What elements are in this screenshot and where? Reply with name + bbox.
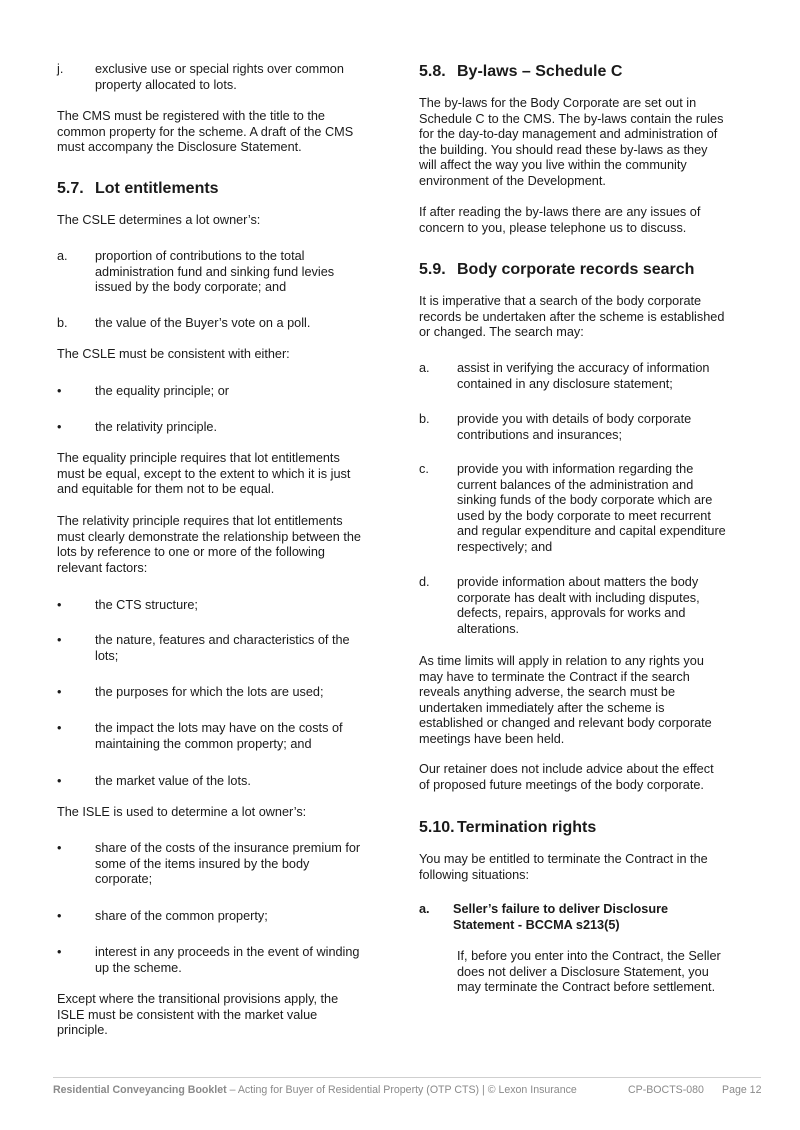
bullet-icon: •: [57, 685, 62, 699]
bullet-icon: •: [57, 945, 62, 959]
bylaws-paragraph: The by-laws for the Body Corporate are set out in Schedule C to the CMS. The by-laws contain the rules for the day-to-day management and administration of the building. You should read these by-laws as they will affect the way you live within the community environment of the Development.: [419, 96, 724, 188]
footer-divider: [53, 1077, 761, 1078]
bullet-icon: •: [57, 774, 62, 788]
list-marker: a.: [419, 902, 430, 916]
bullet-icon: •: [57, 598, 62, 612]
booklet-title: Residential Conveyancing Booklet: [53, 1084, 227, 1096]
footer-code: CP-BOCTS-080: [628, 1084, 704, 1096]
bullet-icon: •: [57, 633, 62, 647]
list-item-j: [57, 62, 383, 94]
list-text-line: exclusive use or special rights over common: [95, 62, 344, 76]
bullet-icon: •: [57, 420, 62, 434]
bullet-item: • the purposes for which the lots are used;: [57, 685, 324, 699]
heading-5-7: 5.7. Lot entitlements: [57, 180, 219, 197]
isle-paragraph: Except where the transitional provisions apply, the ISLE must be consistent with the market value principle.: [57, 992, 339, 1038]
bullet-icon: •: [57, 721, 62, 735]
bullet-item: • the market value of the lots.: [57, 774, 251, 788]
bullet-item: • interest in any proceeds in the event of winding up the scheme.: [57, 945, 360, 975]
cms-paragraph: The CMS must be registered with the title to the common property for the scheme. A draft of the CMS must accompany the Disclosure Statement.: [57, 109, 354, 155]
bullet-icon: •: [57, 384, 62, 398]
retainer-paragraph: Our retainer does not include advice about the effect of proposed future meetings of the body corporate.: [419, 762, 714, 792]
bullet-item: • the equality principle; or: [57, 384, 229, 398]
footer-title: [53, 1084, 577, 1096]
list-marker: a.: [419, 361, 430, 375]
bullet-item: • share of the costs of the insurance premium for some of the items insured by the body corporate;: [57, 841, 361, 887]
page-number: Page 12: [722, 1084, 762, 1096]
list-item-a-heading: a. Seller’s failure to deliver Disclosure Statement - BCCMA s213(5): [419, 902, 669, 932]
relativity-paragraph: The relativity principle requires that lot entitlements must clearly demonstrate the relationship between the lots by reference to one or more of the following relevant factors:: [57, 514, 361, 575]
list-marker: c.: [419, 462, 429, 476]
bullet-item: • the impact the lots may have on the costs of maintaining the common property; and: [57, 721, 343, 751]
bylaws-contact-paragraph: If after reading the by-laws there are any issues of concern to you, please telephone us to discuss.: [419, 205, 701, 235]
term-a-paragraph: If, before you enter into the Contract, the Seller does not deliver a Disclosure Statement, you may terminate the Contract before settlement.: [457, 949, 721, 995]
heading-5-9: 5.9. Body corporate records search: [419, 261, 695, 278]
list-marker: b.: [419, 412, 430, 426]
list-text-line: property allocated to lots.: [95, 77, 237, 92]
bullet-icon: •: [57, 909, 62, 923]
bullet-item: • the nature, features and characteristics of the lots;: [57, 633, 350, 663]
heading-5-8: 5.8. By-laws – Schedule C: [419, 63, 623, 80]
list-marker: a.: [57, 249, 68, 263]
isle-intro: The ISLE is used to determine a lot owner’s:: [57, 805, 307, 819]
booklet-subtitle: – Acting for Buyer of Residential Property (OTP CTS) | © Lexon Insurance: [226, 1084, 577, 1096]
heading-5-10: 5.10. Termination rights: [419, 819, 597, 836]
list-item-a: a. assist in verifying the accuracy of information contained in any disclosure statement;: [419, 361, 710, 391]
list-marker: d.: [419, 575, 430, 589]
list-item-b: b. provide you with details of body corporate contributions and insurances;: [419, 412, 692, 442]
csle-consistent: The CSLE must be consistent with either:: [57, 347, 290, 361]
list-item-a: a. proportion of contributions to the total administration fund and sinking fund levies issued by the body corporate; and: [57, 249, 335, 295]
list-item-d: d. provide information about matters the body corporate has dealt with including disputes, defects, repairs, approvals for works and alterations.: [419, 575, 700, 636]
bullet-icon: •: [57, 841, 62, 855]
list-item-c: c. provide you with information regarding the current balances of the administration and sinking funds of the body corporate which are used by the body corporate to meet recurrent and regular expenditure and capital expenditure respectively; and: [419, 462, 726, 554]
time-limits-paragraph: As time limits will apply in relation to any rights you may have to terminate the Contract if the search reveals anything adverse, the search must be undertaken immediately after the scheme is established or changed and relevant body corporate meetings have been held.: [419, 654, 712, 746]
equality-paragraph: The equality principle requires that lot entitlements must be equal, except to the extent to which it is just and equitable for them not to be equal.: [57, 451, 351, 497]
termination-paragraph: You may be entitled to terminate the Contract in the following situations:: [419, 852, 708, 882]
search-paragraph: It is imperative that a search of the body corporate records be undertaken after the scheme is established or changed. The search may:: [419, 294, 725, 340]
csle-intro: The CSLE determines a lot owner’s:: [57, 213, 261, 227]
list-item-b: b. the value of the Buyer’s vote on a poll.: [57, 316, 311, 330]
bullet-item: • share of the common property;: [57, 909, 268, 923]
list-marker: j.: [57, 62, 64, 76]
bullet-item: • the relativity principle.: [57, 420, 217, 434]
list-marker: b.: [57, 316, 68, 330]
bullet-item: • the CTS structure;: [57, 598, 198, 612]
